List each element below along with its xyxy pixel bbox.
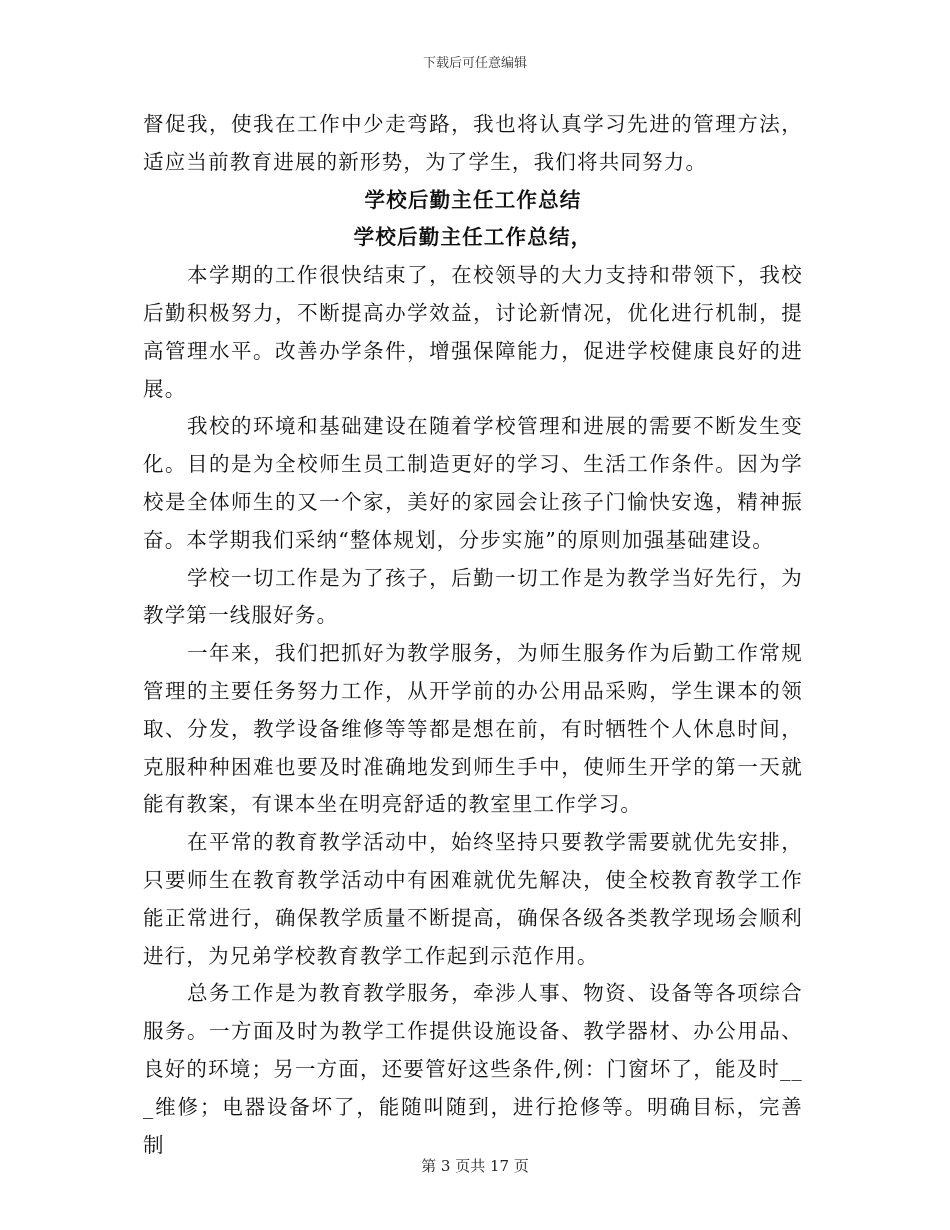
- page-header: 下载后可任意编辑: [422, 56, 527, 71]
- paragraph-2: 我校的环境和基础建设在随着学校管理和进展的需要不断发生变化。目的是为全校师生员工制造更好的学习、生活工作条件。因为学校是全体师生的又一个家，美好的家园会让孩子门愉快安逸，精神振奋。本学期我们采纳“整体规划，分步实施”的原则加强基础建设。: [143, 414, 803, 552]
- document-subtitle: 学校后勤主任工作总结，: [353, 225, 593, 250]
- document-body: [143, 106, 803, 1164]
- paragraph-6: 总务工作是为教育教学服务，牵涉人事、物资、设备等各项综合服务。一方面及时为教学工作提供设施设备、教学器材、办公用品、良好的环境；另一方面，还要管好这些条件,例：门窗坏了，能及时___维修；电器设备坏了，能随叫随到，进行抢修等。明确目标，完善制: [143, 981, 803, 1157]
- paragraph-4: 一年来，我们把抓好为教学服务，为师生服务作为后勤工作常规管理的主要任务努力工作，从开学前的办公用品采购，学生课本的领取、分发，教学设备维修等等都是想在前，有时牺牲个人休息时间，克服种种困难也要及时准确地发到师生手中，使师生开学的第一天就能有教案，有课本坐在明亮舒适的教室里工作学习。: [143, 641, 803, 817]
- intro-paragraph: 督促我，使我在工作中少走弯路，我也将认真学习先进的管理方法，适应当前教育进展的新形势，为了学生，我们将共同努力。: [143, 112, 803, 174]
- page-footer: 第 3 页共 17 页: [421, 1157, 529, 1175]
- paragraph-5: 在平常的教育教学活动中，始终坚持只要教学需要就优先安排，只要师生在教育教学活动中有困难就优先解决，使全校教育教学工作能正常进行，确保教学质量不断提高，确保各级各类教学现场会顺利进行，为兄弟学校教育教学工作起到示范作用。: [143, 830, 803, 968]
- paragraph-1: 本学期的工作很快结束了，在校领导的大力支持和带领下，我校后勤积极努力，不断提高办学效益，讨论新情况，优化进行机制，提高管理水平。改善办学条件，增强保障能力，促进学校健康良好的进展。: [143, 263, 803, 401]
- document-title: 学校后勤主任工作总结: [364, 187, 582, 212]
- paragraph-3: 学校一切工作是为了孩子，后勤一切工作是为教学当好先行，为教学第一线服好务。: [143, 565, 803, 628]
